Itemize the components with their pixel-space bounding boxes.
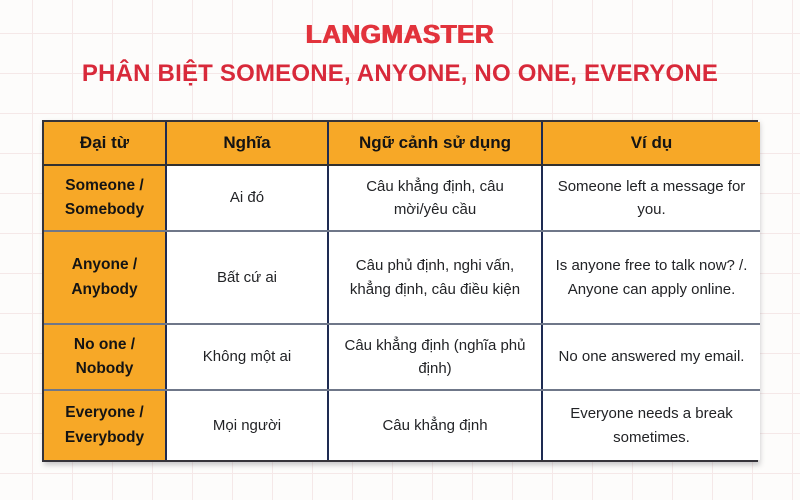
example-anyone: Is anyone free to talk now? /. Anyone can apply online. bbox=[542, 231, 760, 324]
context-someone: Câu khẳng định, câu mời/yêu cầu bbox=[328, 165, 542, 231]
table-row-everyone bbox=[44, 390, 760, 460]
pronoun-line: Anyone / bbox=[71, 256, 138, 274]
context-noone: Câu khẳng định (nghĩa phủ định) bbox=[328, 324, 542, 390]
header-context: Ngữ cảnh sử dụng bbox=[328, 122, 542, 165]
comparison-table-container bbox=[42, 120, 758, 462]
table-row-noone bbox=[44, 324, 760, 390]
context-anyone: Câu phủ định, nghi vấn, khẳng định, câu điều kiện bbox=[328, 231, 542, 324]
pronoun-line: Somebody bbox=[64, 201, 145, 218]
header-pronoun: Đại từ bbox=[44, 122, 166, 165]
comparison-table bbox=[44, 122, 760, 460]
example-noone: No one answered my email. bbox=[542, 324, 760, 390]
header-example: Ví dụ bbox=[542, 122, 760, 165]
pronoun-line: Everyone / bbox=[65, 404, 144, 422]
pronoun-someone bbox=[44, 165, 166, 231]
pronoun-line: Someone / bbox=[65, 176, 144, 194]
meaning-everyone: Mọi người bbox=[166, 390, 328, 460]
langmaster-logo: LANGMASTER bbox=[305, 19, 495, 49]
table-header-row bbox=[44, 122, 760, 165]
pronoun-line: No one / bbox=[73, 335, 136, 353]
table-row-anyone bbox=[44, 231, 760, 324]
context-everyone: Câu khẳng định bbox=[328, 390, 542, 460]
example-someone: Someone left a message for you. bbox=[542, 165, 760, 231]
meaning-someone: Ai đó bbox=[166, 165, 328, 231]
header-meaning: Nghĩa bbox=[166, 122, 328, 165]
meaning-noone: Không một ai bbox=[166, 324, 328, 390]
pronoun-everyone bbox=[44, 390, 166, 460]
pronoun-line: Anybody bbox=[71, 280, 138, 298]
page-title: PHÂN BIỆT SOMEONE, ANYONE, NO ONE, EVERYONE bbox=[81, 60, 719, 87]
pronoun-line: Nobody bbox=[75, 360, 134, 377]
example-everyone: Everyone needs a break sometimes. bbox=[542, 390, 760, 460]
table-row-someone bbox=[44, 165, 760, 231]
pronoun-line: Everybody bbox=[64, 428, 145, 446]
pronoun-noone bbox=[44, 324, 166, 390]
pronoun-anyone bbox=[44, 231, 166, 324]
meaning-anyone: Bất cứ ai bbox=[166, 231, 328, 324]
